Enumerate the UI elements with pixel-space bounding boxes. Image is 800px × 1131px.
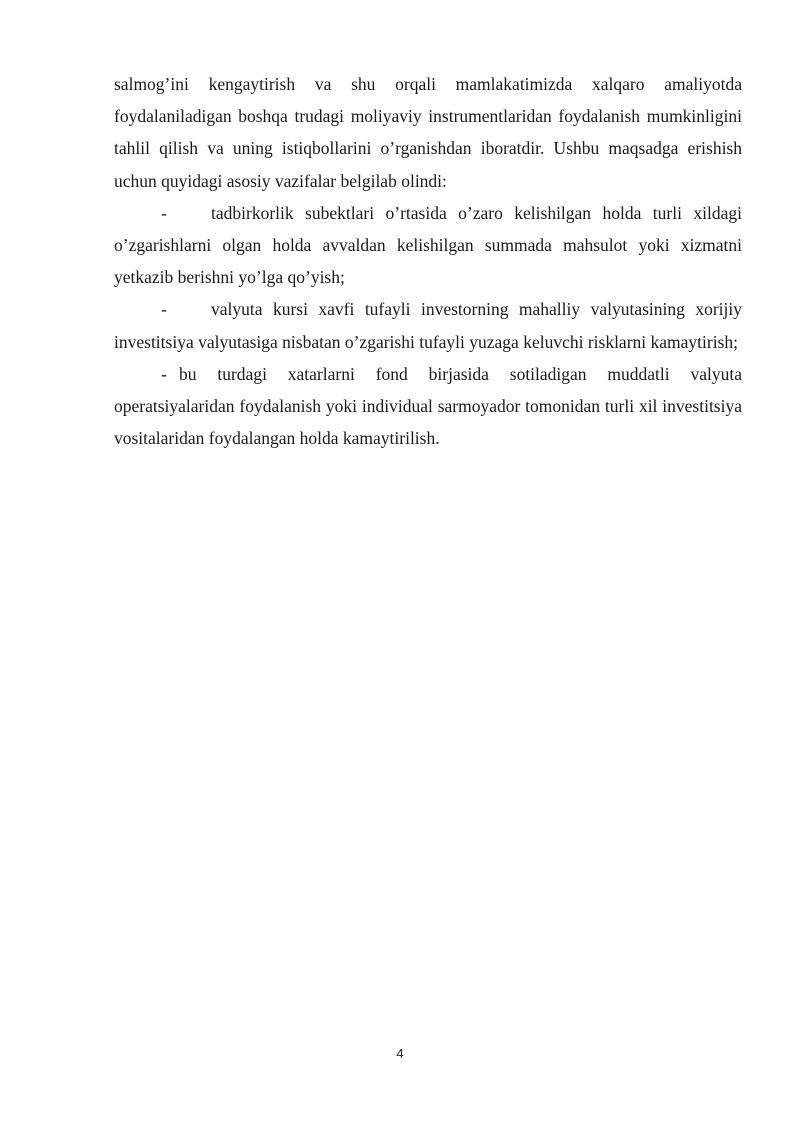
- task-item-3: [114, 358, 742, 455]
- task-text: bu turdagi xatarlarni fond birjasida sotiladigan muddatli valyuta operatsiyalaridan foydalanish yoki individual sarmoyador tomonidan turli xil investitsiya vositalaridan foydalangan holda kamaytirilish.: [114, 363, 742, 449]
- task-item-1: [114, 197, 742, 294]
- document-body: [114, 68, 742, 454]
- page-number: 4: [396, 1046, 404, 1061]
- task-item-2: [114, 293, 742, 357]
- task-text: tadbirkorlik subektlari o’rtasida o’zaro kelishilgan holda turli xildagi o’zgarishlarni olgan holda avvaldan kelishilgan summada mahsulot yoki xizmatni yetkazib berishni yo’lga qo’yish;: [114, 202, 742, 288]
- task-marker: -: [161, 299, 167, 320]
- intro-paragraph: salmog’ini kengaytirish va shu orqali mamlakatimizda xalqaro amaliyotda foydalaniladigan boshqa trudagi moliyaviy instrumentlaridan foydalanish mumkinligini tahlil qilish va uning istiqbollarini o’rganishdan iboratdir. Ushbu maqsadga erishish uchun quyidagi asosiy vazifalar belgilab olindi:: [114, 74, 742, 191]
- task-marker: -: [161, 363, 167, 384]
- task-marker: -: [161, 202, 167, 223]
- task-text: valyuta kursi xavfi tufayli investorning mahalliy valyutasining xorijiy investitsiya valyutasiga nisbatan o’zgarishi tufayli yuzaga keluvchi risklarni kamaytirish;: [114, 299, 742, 352]
